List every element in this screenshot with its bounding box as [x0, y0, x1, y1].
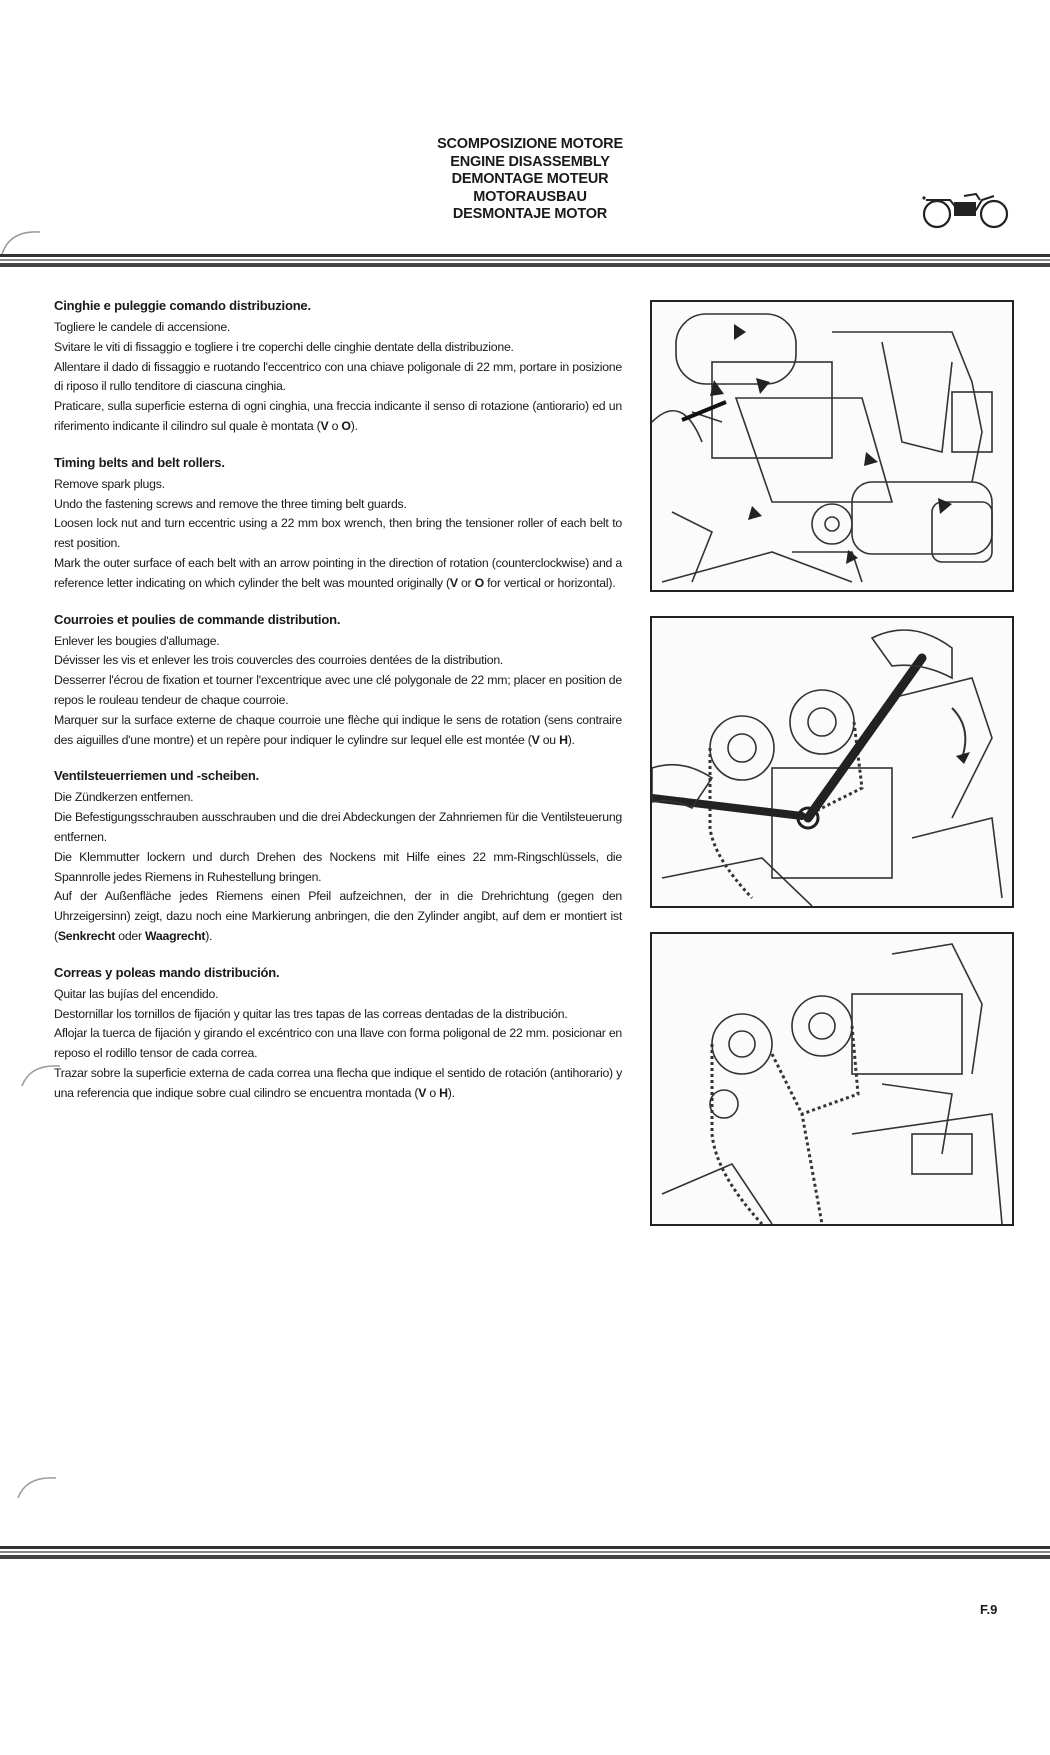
paragraph: Marquer sur la surface externe de chaque courroie une flèche qui indique le sens de rotation (sens contraire des aiguilles d'une montre) et un repère pour indiquer le cylindre sur lequel elle est montée (V ou H). — [54, 712, 622, 747]
instructions-column — [54, 296, 622, 1120]
header-divider — [0, 254, 1050, 268]
paragraph: Trazar sobre la superficie externa de cada correa una flecha que indique el sentido de rotación (antihorario) y una referencia que indique sobre cual cilindro se encuentra montada (V o H). — [54, 1065, 622, 1100]
page-number: F.9 — [980, 1602, 998, 1617]
footer-divider — [0, 1546, 1050, 1560]
motorcycle-icon — [920, 186, 1012, 230]
paragraph: Remove spark plugs. — [54, 476, 165, 491]
section-french — [54, 610, 622, 751]
timing-belts-exposed-illustration — [650, 932, 1014, 1226]
paragraph: Die Klemmutter lockern und durch Drehen des Nockens mit Hilfe eines 22 mm-Ringschlüssels, die Spannrolle jedes Riemens in Ruhestellung bringen. — [54, 849, 622, 884]
paragraph: Enlever les bougies d'allumage. — [54, 633, 220, 648]
paragraph: Auf der Außenfläche jedes Riemens einen Pfeil aufzeichnen, der in die Drehrichtung (gegen den Uhrzeigersinn) zeigt, dazu noch eine Markierung anbringen, die den Zylinder angibt, auf dem er montiert ist (Senkrecht oder Waagrecht). — [54, 889, 622, 943]
section-heading: Correas y poleas mando distribución. — [54, 964, 280, 980]
engine-belt-covers-illustration — [650, 300, 1014, 592]
title-spanish: DESMONTAJE MOTOR — [452, 206, 608, 222]
title-german: MOTORAUSBAU — [473, 188, 587, 205]
section-heading: Courroies et poulies de commande distribution. — [54, 611, 341, 627]
paragraph: Quitar las bujías del encendido. — [54, 986, 219, 1001]
punch-hole-mark — [16, 1470, 62, 1500]
paragraph: Destornillar los tornillos de fijación y quitar las tres tapas de las correas dentadas de la distribución. — [54, 1006, 568, 1021]
paragraph: Mark the outer surface of each belt with an arrow pointing in the direction of rotation (counterclockwise) and a reference letter indicating on which cylinder the belt was mounted originally (V or O for vertical or horizontal). — [54, 555, 622, 590]
title-english: ENGINE DISASSEMBLY — [450, 153, 610, 170]
title-french: DEMONTAGE MOTEUR — [451, 171, 609, 187]
section-heading: Ventilsteuerriemen und -scheiben. — [54, 768, 260, 784]
paragraph: Undo the fastening screws and remove the three timing belt guards. — [54, 496, 407, 511]
paragraph: Loosen lock nut and turn eccentric using a 22 mm box wrench, then bring the tensioner roller of each belt to rest position. — [54, 516, 622, 551]
section-spanish — [54, 963, 622, 1104]
section-heading: Cinghie e puleggie comando distribuzione. — [54, 298, 311, 313]
section-italian — [54, 296, 622, 437]
paragraph: Togliere le candele di accensione. — [54, 320, 231, 334]
paragraph: Praticare, sulla superficie esterna di ogni cinghia, una freccia indicante il senso di rotazione (antiorario) ed un riferimento indicante il cilindro sul quale è montata (V o O). — [54, 399, 622, 433]
paragraph: Die Befestigungsschrauben ausschrauben und die drei Abdeckungen der Zahnriemen für die Ventilsteuerung entfernen. — [54, 810, 622, 844]
paragraph: Dévisser les vis et enlever les trois couvercles des courroies dentées de la distribution. — [54, 653, 504, 668]
paragraph: Desserrer l'écrou de fixation et tourner l'excentrique avec une clé polygonale de 22 mm; placer en position de repos le rouleau tendeur de chaque courroie. — [54, 673, 622, 707]
punch-hole-mark — [0, 226, 46, 256]
section-german — [54, 766, 622, 946]
wrench-on-tensioner-illustration — [650, 616, 1014, 908]
paragraph: Die Zündkerzen entfernen. — [54, 790, 194, 805]
title-italian: SCOMPOSIZIONE MOTORE — [437, 136, 623, 152]
section-heading: Timing belts and belt rollers. — [54, 454, 225, 470]
section-english — [54, 453, 622, 594]
paragraph: Allentare il dado di fissaggio e ruotando l'eccentrico con una chiave poligonale di 22 mm, portare in posizione di riposo il rullo tenditore di ciascuna cinghia. — [54, 359, 622, 394]
paragraph: Svitare le viti di fissaggio e togliere i tre coperchi delle cinghie dentate della distribuzione. — [54, 339, 514, 354]
page-title-block — [330, 136, 730, 224]
paragraph: Aflojar la tuerca de fijación y girando el excéntrico con una llave con forma poligonal de 22 mm. posicionar en reposo el rodillo tensor de cada correa. — [54, 1026, 622, 1061]
